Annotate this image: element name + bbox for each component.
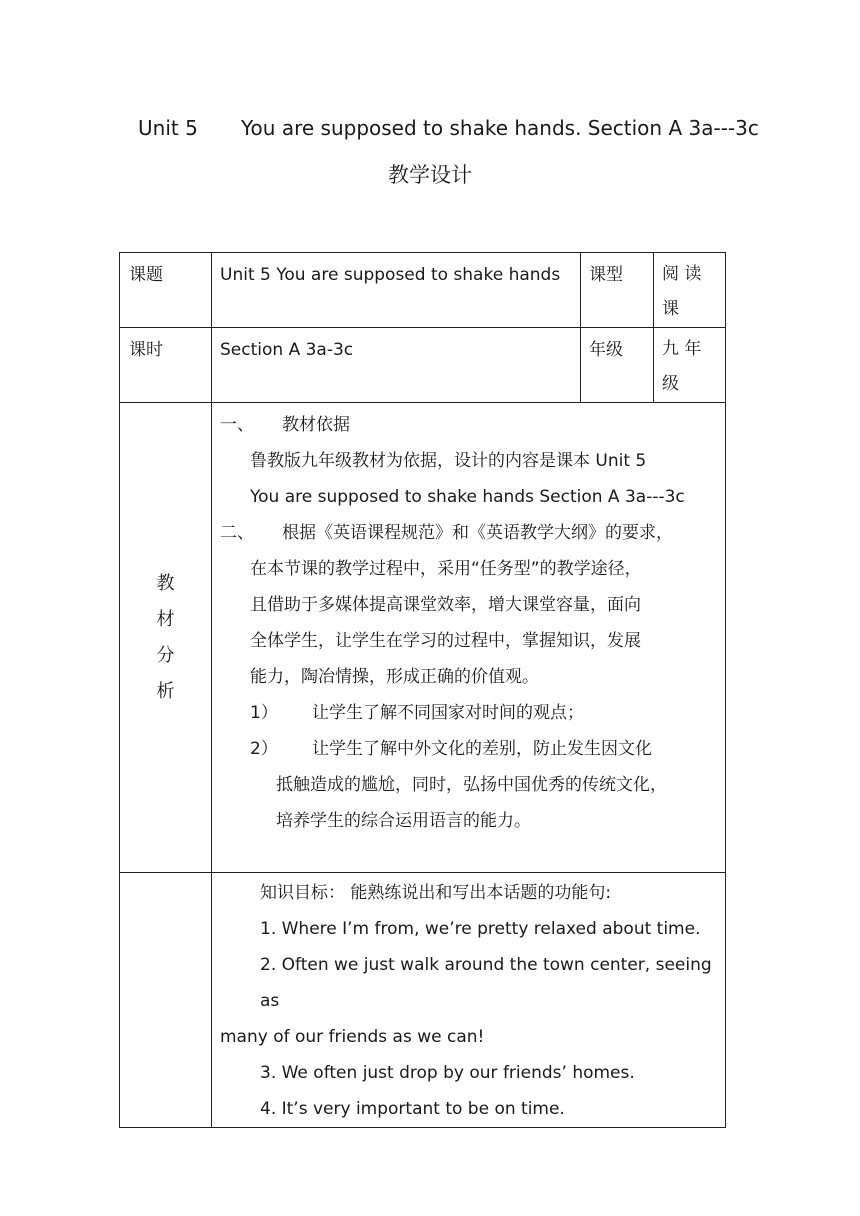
goal-sentence: 1. Where I’m from, we’re pretty relaxed about time. [260,919,701,939]
document-subtitle: 教学设计 [388,163,472,187]
grade-value: 九 年 级 [654,328,726,403]
analysis-list-item: 1） 让学生了解不同国家对时间的观点； [250,703,584,723]
analysis-heading-1: 一、 教材依据 [220,415,350,435]
lesson-type-label: 课型 [581,253,654,328]
analysis-paragraph: 鲁教版九年级教材为依据，设计的内容是课本 Unit 5 [250,451,647,471]
period-label: 课时 [120,328,212,403]
analysis-paragraph: 在本节课的教学过程中，采用“任务型”的教学途径， [250,559,642,579]
goals-content [212,873,726,1128]
period-value: Section A 3a-3c [212,328,581,403]
analysis-list-item: 2） 让学生了解中外文化的差别，防止发生因文化 [250,739,652,759]
analysis-paragraph: 且借助于多媒体提高课堂效率，增大课堂容量，面向 [250,595,641,615]
table-row-goals [120,873,726,1128]
topic-value: Unit 5 You are supposed to shake hands [212,253,581,328]
title-lesson: You are supposed to shake hands. Section A 3a---3c [241,116,759,140]
analysis-list-continuation: 培养学生的综合运用语言的能力。 [276,811,531,831]
analysis-content [212,403,726,873]
analysis-label: 教材分析 [120,403,212,873]
grade-label: 年级 [581,328,654,403]
analysis-paragraph: You are supposed to shake hands Section A 3a---3c [250,487,685,507]
lesson-plan-table [119,252,726,1128]
analysis-list-continuation: 抵触造成的尴尬，同时，弘扬中国优秀的传统文化， [276,775,667,795]
lesson-type-value: 阅 读 课 [654,253,726,328]
goal-sentence: 3. We often just drop by our friends’ homes. [260,1063,635,1083]
goal-sentence: 4. It’s very important to be on time. [260,1099,565,1119]
analysis-heading-2: 二、 根据《英语课程规范》和《英语教学大纲》的要求， [220,523,673,543]
analysis-paragraph: 能力，陶冶情操，形成正确的价值观。 [250,667,539,687]
table-row-topic [120,253,726,328]
title-unit: Unit 5 [138,116,198,140]
goals-heading: 知识目标： 能熟练说出和写出本话题的功能句: [260,883,612,903]
goals-label [120,873,212,1128]
goal-sentence-continuation: many of our friends as we can! [220,1027,485,1047]
topic-label: 课题 [120,253,212,328]
table-row-analysis [120,403,726,873]
goal-sentence: 2. Often we just walk around the town center, seeing as [260,955,712,1011]
analysis-paragraph: 全体学生，让学生在学习的过程中，掌握知识，发展 [250,631,641,651]
table-row-period [120,328,726,403]
